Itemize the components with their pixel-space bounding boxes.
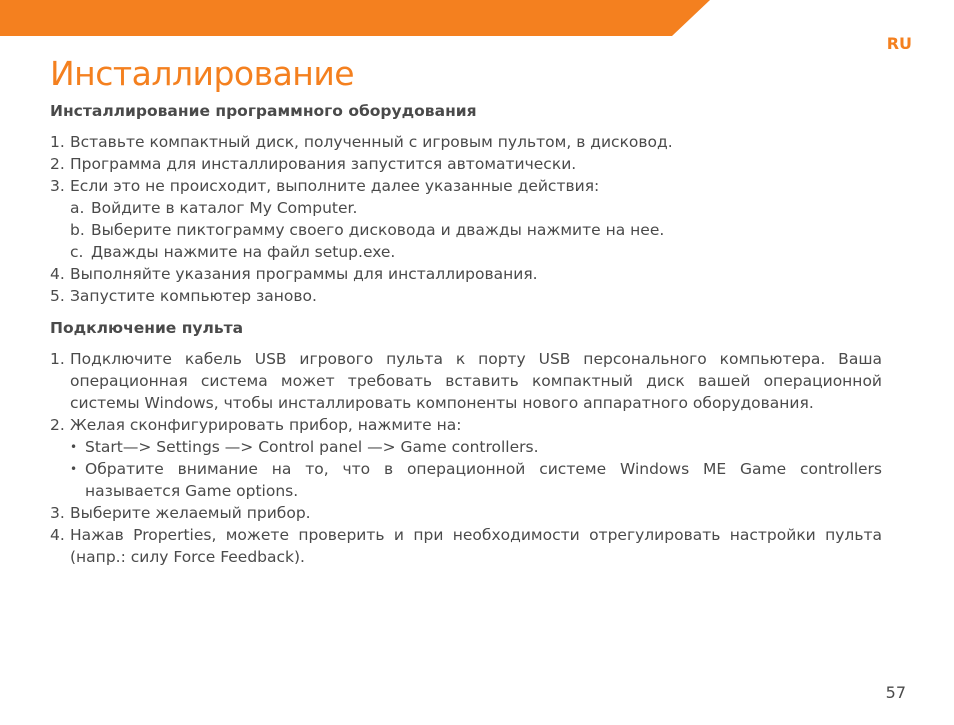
step-number: 4.	[50, 265, 65, 283]
section-heading-software-install: Инсталлирование программного оборудования	[50, 102, 477, 120]
substep-mark: a.	[70, 199, 85, 217]
step-text: Нажав Properties, можете проверить и при необходимости отрегулировать настройки пульта (напр.: силу Force Feedback).	[70, 526, 882, 566]
header-band	[0, 0, 710, 36]
step-text: Выберите желаемый прибор.	[70, 504, 311, 522]
step-number: 2.	[50, 155, 65, 173]
step-number: 2.	[50, 416, 65, 434]
step-text: Выполняйте указания программы для инсталлирования.	[70, 265, 538, 283]
list-item	[50, 348, 882, 414]
substep-mark: b.	[70, 221, 85, 239]
substeps-list	[70, 197, 882, 263]
substep-text: Войдите в каталог My Computer.	[91, 199, 358, 217]
step-text: Запустите компьютер заново.	[70, 287, 317, 305]
list-item	[70, 436, 882, 458]
step-number: 5.	[50, 287, 65, 305]
list-item	[70, 219, 882, 241]
list-item	[70, 458, 882, 502]
page-number: 57	[885, 683, 906, 702]
step-text: Если это не происходит, выполните далее указанные действия:	[70, 177, 600, 195]
step-number: 1.	[50, 350, 65, 368]
substep-mark: c.	[70, 243, 84, 261]
substep-text: Дважды нажмите на файл setup.exe.	[91, 243, 396, 261]
bullet-icon: •	[70, 462, 78, 476]
bullet-text: Start—> Settings —> Control panel —> Game controllers.	[85, 438, 539, 456]
list-item	[50, 153, 882, 175]
list-item	[50, 131, 882, 153]
step-number: 1.	[50, 133, 65, 151]
section-heading-controller-connection: Подключение пульта	[50, 319, 244, 337]
step-text: Подключите кабель USB игрового пульта к порту USB персонального компьютера. Ваша операционная система может требовать вставить компактный диск вашей операционной системы Windows, чтобы инсталлировать компоненты нового аппаратного оборудования.	[70, 350, 882, 412]
step-number: 4.	[50, 526, 65, 544]
list-item	[50, 524, 882, 568]
step-number: 3.	[50, 504, 65, 522]
step-number: 3.	[50, 177, 65, 195]
list-item	[50, 414, 882, 502]
page-content	[50, 100, 882, 568]
list-item	[50, 502, 882, 524]
install-steps-list	[50, 131, 882, 307]
list-item	[70, 197, 882, 219]
language-code: RU	[886, 34, 912, 53]
bullet-text: Обратите внимание на то, что в операционной системе Windows ME Game controllers называется Game options.	[85, 460, 882, 500]
bullets-list	[70, 436, 882, 502]
step-text: Желая сконфигурировать прибор, нажмите на:	[70, 416, 462, 434]
list-item	[50, 285, 882, 307]
step-text: Программа для инсталлирования запустится автоматически.	[70, 155, 577, 173]
connection-steps-list	[50, 348, 882, 568]
list-item	[50, 175, 882, 263]
bullet-icon: •	[70, 440, 78, 454]
step-text: Вставьте компактный диск, полученный с игровым пультом, в дисковод.	[70, 133, 673, 151]
list-item	[70, 241, 882, 263]
list-item	[50, 263, 882, 285]
page-title: Инсталлирование	[50, 54, 355, 93]
substep-text: Выберите пиктограмму своего дисковода и дважды нажмите на нее.	[91, 221, 665, 239]
